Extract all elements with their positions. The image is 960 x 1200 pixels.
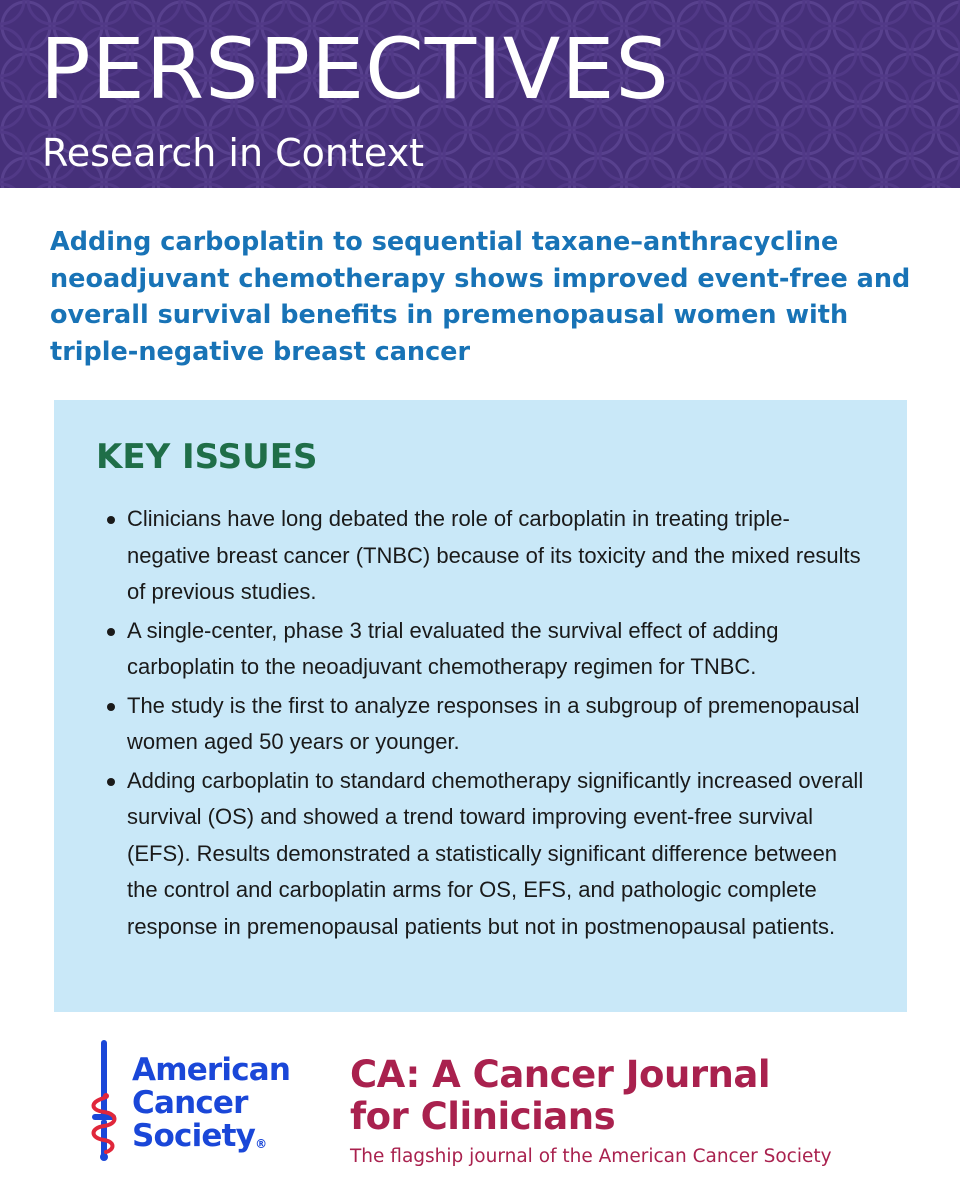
acs-wordmark-line: Cancer (132, 1085, 248, 1121)
acs-wordmark-line: Society (132, 1118, 256, 1154)
ca-journal-logo (350, 1054, 930, 1174)
banner-subtitle: Research in Context (42, 131, 424, 175)
key-issue-item: Adding carboplatin to standard chemotherapy significantly increased overall survival (OS) and showed a trend toward improving event-free survival (EFS). Results demonstrated a statistically significant difference between the control and carboplatin arms for OS, EFS, and pathologic complete response in premenopausal patients but not in postmenopausal patients. (127, 763, 872, 946)
key-issues-heading: KEY ISSUES (96, 437, 318, 477)
journal-title (350, 1054, 930, 1138)
key-issue-item: The study is the first to analyze responses in a subgroup of premenopausal women aged 50 years or younger. (127, 688, 872, 761)
banner-title: PERSPECTIVES (40, 20, 670, 118)
journal-title-line: for Clinicians (350, 1095, 616, 1138)
acs-wordmark-line: American (132, 1052, 291, 1088)
key-issue-item: A single-center, phase 3 trial evaluated the survival effect of adding carboplatin to the neoadjuvant chemotherapy regimen for TNBC. (127, 613, 872, 686)
journal-tagline: The flagship journal of the American Cancer Society (350, 1146, 832, 1167)
key-issues-list (127, 501, 872, 947)
acs-wordmark-line-with-mark (132, 1120, 290, 1153)
key-issue-item: Clinicians have long debated the role of carboplatin in treating triple-negative breast cancer (TNBC) because of its toxicity and the mixed results of previous studies. (127, 501, 872, 611)
registered-mark: ® (255, 1137, 267, 1151)
article-headline: Adding carboplatin to sequential taxane–anthracycline neoadjuvant chemotherapy shows improved event-free and overall survival benefits in premenopausal women with triple-negative breast cancer (50, 227, 911, 367)
sword-and-serpent-icon (84, 1040, 124, 1162)
perspectives-banner (0, 0, 960, 188)
acs-wordmark (132, 1054, 290, 1153)
american-cancer-society-logo (84, 1038, 324, 1168)
journal-title-line: CA: A Cancer Journal (350, 1053, 771, 1096)
key-issues-box (54, 400, 907, 1012)
